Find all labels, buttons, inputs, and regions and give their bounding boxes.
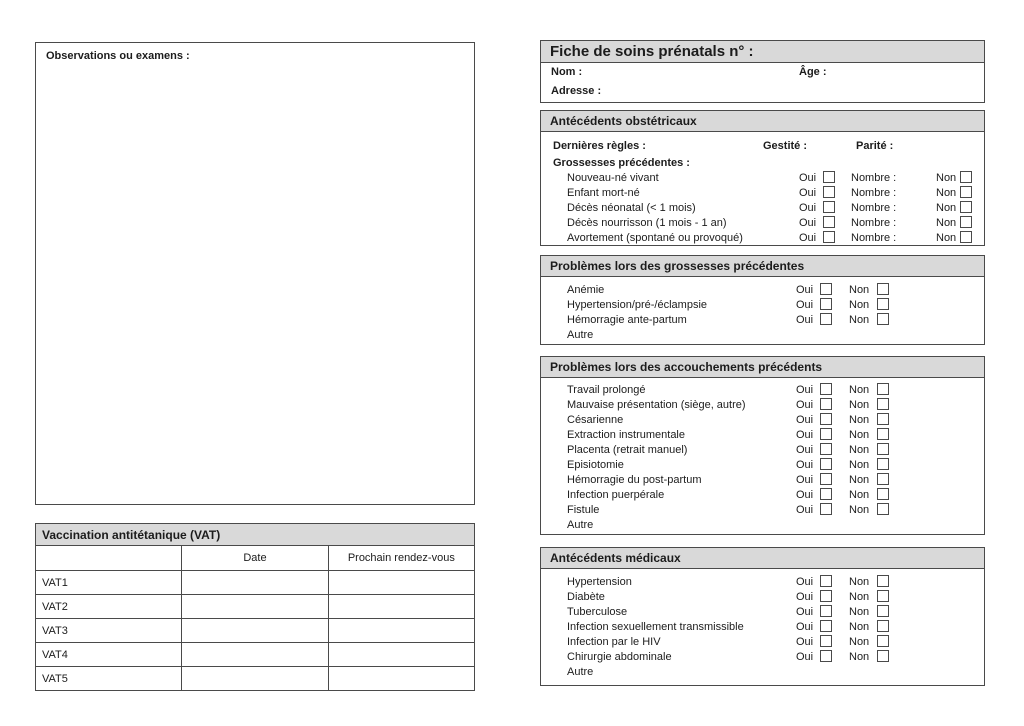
oui-label: Oui — [796, 651, 814, 663]
item-label: Décès néonatal (< 1 mois) — [567, 202, 696, 214]
vat5-date-cell[interactable] — [182, 667, 328, 691]
non-checkbox[interactable] — [877, 473, 889, 485]
item-label: Hypertension — [567, 576, 632, 588]
non-label: Non — [849, 444, 870, 456]
non-checkbox[interactable] — [877, 635, 889, 647]
pregnancy-problems-section — [540, 255, 985, 345]
last-period-label: Dernières règles : — [553, 140, 646, 152]
item-label: Nouveau-né vivant — [567, 172, 659, 184]
vat-table — [35, 523, 475, 691]
vat-col-empty — [36, 546, 182, 571]
non-checkbox[interactable] — [960, 201, 972, 213]
non-checkbox[interactable] — [877, 413, 889, 425]
item-label: Décès nourrisson (1 mois - 1 an) — [567, 217, 727, 229]
oui-label: Oui — [799, 202, 817, 214]
vat4-date-cell[interactable] — [182, 643, 328, 667]
oui-checkbox[interactable] — [820, 503, 832, 515]
observations-box — [35, 42, 475, 505]
oui-checkbox[interactable] — [820, 605, 832, 617]
form-row — [541, 171, 984, 186]
nombre-label: Nombre : — [851, 187, 897, 199]
non-label: Non — [849, 591, 870, 603]
oui-label: Oui — [799, 172, 817, 184]
form-row — [541, 413, 984, 428]
oui-checkbox[interactable] — [820, 443, 832, 455]
non-checkbox[interactable] — [877, 650, 889, 662]
parity-label: Parité : — [856, 140, 894, 152]
nombre-label: Nombre : — [851, 172, 897, 184]
vat5-next-cell[interactable] — [328, 667, 474, 691]
oui-checkbox[interactable] — [823, 201, 835, 213]
oui-label: Oui — [796, 606, 814, 618]
oui-checkbox[interactable] — [820, 298, 832, 310]
form-row — [541, 283, 984, 298]
non-checkbox[interactable] — [877, 575, 889, 587]
item-label: Avortement (spontané ou provoqué) — [567, 232, 743, 244]
obstetric-history-title: Antécédents obstétricaux — [541, 111, 984, 132]
form-row — [541, 488, 984, 503]
vat-col-next-appointment: Prochain rendez-vous — [328, 546, 474, 571]
non-checkbox[interactable] — [877, 458, 889, 470]
non-label: Non — [849, 606, 870, 618]
oui-label: Oui — [799, 187, 817, 199]
obstetric-history-section — [540, 110, 985, 246]
oui-checkbox[interactable] — [820, 313, 832, 325]
non-checkbox[interactable] — [960, 186, 972, 198]
vat-row — [36, 643, 475, 667]
item-label: Extraction instrumentale — [567, 429, 685, 441]
vat-col-date: Date — [182, 546, 328, 571]
oui-label: Oui — [796, 299, 814, 311]
non-checkbox[interactable] — [877, 313, 889, 325]
non-label: Non — [936, 202, 957, 214]
oui-label: Oui — [796, 459, 814, 471]
non-label: Non — [936, 217, 957, 229]
item-label: Travail prolongé — [567, 384, 646, 396]
non-label: Non — [936, 187, 957, 199]
non-checkbox[interactable] — [877, 443, 889, 455]
form-row — [541, 443, 984, 458]
form-row — [541, 590, 984, 605]
address-label: Adresse : — [551, 85, 602, 97]
non-label: Non — [849, 651, 870, 663]
form-row — [541, 428, 984, 443]
oui-label: Oui — [796, 429, 814, 441]
form-row — [541, 620, 984, 635]
oui-label: Oui — [796, 314, 814, 326]
oui-checkbox[interactable] — [820, 283, 832, 295]
item-label: Tuberculose — [567, 606, 628, 618]
item-label: Placenta (retrait manuel) — [567, 444, 688, 456]
age-label: Âge : — [799, 66, 827, 78]
vat3-next-cell[interactable] — [328, 619, 474, 643]
non-label: Non — [936, 232, 957, 244]
non-label: Non — [849, 314, 870, 326]
oui-label: Oui — [796, 474, 814, 486]
oui-checkbox[interactable] — [820, 575, 832, 587]
vat-row-label: VAT5 — [36, 667, 182, 691]
item-label: Enfant mort-né — [567, 187, 640, 199]
non-label: Non — [936, 172, 957, 184]
previous-pregnancies-label: Grossesses précédentes : — [553, 157, 690, 169]
vat2-date-cell[interactable] — [182, 595, 328, 619]
form-row — [541, 313, 984, 328]
oui-label: Oui — [796, 399, 814, 411]
medical-history-section — [540, 547, 985, 686]
form-row — [541, 650, 984, 665]
oui-checkbox[interactable] — [820, 398, 832, 410]
oui-label: Oui — [796, 284, 814, 296]
nombre-label: Nombre : — [851, 217, 897, 229]
vat-row — [36, 619, 475, 643]
vat3-date-cell[interactable] — [182, 619, 328, 643]
other-label: Autre — [567, 519, 594, 531]
oui-checkbox[interactable] — [823, 216, 835, 228]
non-label: Non — [849, 459, 870, 471]
form-row — [541, 575, 984, 590]
oui-checkbox[interactable] — [823, 171, 835, 183]
oui-checkbox[interactable] — [820, 383, 832, 395]
vat-row-label: VAT3 — [36, 619, 182, 643]
oui-checkbox[interactable] — [820, 458, 832, 470]
oui-label: Oui — [796, 414, 814, 426]
vat-row — [36, 571, 475, 595]
oui-checkbox[interactable] — [820, 473, 832, 485]
form-row — [541, 201, 984, 216]
vat-row-label: VAT1 — [36, 571, 182, 595]
non-checkbox[interactable] — [877, 383, 889, 395]
pregnancy-problems-title: Problèmes lors des grossesses précédentes — [541, 256, 984, 277]
vat4-next-cell[interactable] — [328, 643, 474, 667]
other-label: Autre — [567, 329, 594, 341]
form-row — [541, 398, 984, 413]
non-label: Non — [849, 429, 870, 441]
vat-row-label: VAT2 — [36, 595, 182, 619]
non-checkbox[interactable] — [877, 428, 889, 440]
item-label: Césarienne — [567, 414, 624, 426]
item-label: Anémie — [567, 284, 605, 296]
non-checkbox[interactable] — [877, 298, 889, 310]
oui-label: Oui — [796, 504, 814, 516]
nombre-label: Nombre : — [851, 232, 897, 244]
non-label: Non — [849, 504, 870, 516]
oui-checkbox[interactable] — [820, 488, 832, 500]
form-row — [541, 231, 984, 246]
vat-row-label: VAT4 — [36, 643, 182, 667]
vat-header-row — [36, 546, 475, 571]
form-header-box — [540, 40, 985, 103]
oui-label: Oui — [796, 384, 814, 396]
non-checkbox[interactable] — [877, 398, 889, 410]
oui-checkbox[interactable] — [820, 635, 832, 647]
item-label: Infection sexuellement transmissible — [567, 621, 744, 633]
name-label: Nom : — [551, 66, 583, 78]
vat-row — [36, 667, 475, 691]
oui-label: Oui — [796, 489, 814, 501]
non-checkbox[interactable] — [960, 216, 972, 228]
non-label: Non — [849, 414, 870, 426]
non-checkbox[interactable] — [960, 171, 972, 183]
non-label: Non — [849, 399, 870, 411]
vat-row — [36, 595, 475, 619]
form-row — [541, 473, 984, 488]
oui-label: Oui — [799, 232, 817, 244]
item-label: Fistule — [567, 504, 600, 516]
non-label: Non — [849, 489, 870, 501]
oui-checkbox[interactable] — [823, 186, 835, 198]
gestity-label: Gestité : — [763, 140, 808, 152]
non-checkbox[interactable] — [877, 605, 889, 617]
non-label: Non — [849, 284, 870, 296]
item-label: Infection puerpérale — [567, 489, 665, 501]
item-label: Infection par le HIV — [567, 636, 661, 648]
non-checkbox[interactable] — [877, 590, 889, 602]
delivery-problems-section — [540, 356, 985, 535]
delivery-problems-title: Problèmes lors des accouchements précédents — [541, 357, 984, 378]
oui-label: Oui — [796, 621, 814, 633]
oui-checkbox[interactable] — [823, 231, 835, 243]
item-label: Hémorragie du post-partum — [567, 474, 702, 486]
non-checkbox[interactable] — [877, 620, 889, 632]
form-row — [541, 665, 984, 680]
form-row — [541, 635, 984, 650]
item-label: Hypertension/pré-/éclampsie — [567, 299, 708, 311]
oui-label: Oui — [796, 576, 814, 588]
form-row — [541, 518, 984, 533]
non-label: Non — [849, 299, 870, 311]
form-title: Fiche de soins prénatals n° : — [541, 41, 984, 63]
form-row — [541, 503, 984, 518]
non-checkbox[interactable] — [877, 283, 889, 295]
oui-label: Oui — [799, 217, 817, 229]
non-label: Non — [849, 621, 870, 633]
observations-label: Observations ou examens : — [46, 50, 190, 62]
non-label: Non — [849, 576, 870, 588]
oui-checkbox[interactable] — [820, 428, 832, 440]
medical-history-title: Antécédents médicaux — [541, 548, 984, 569]
non-checkbox[interactable] — [960, 231, 972, 243]
oui-checkbox[interactable] — [820, 413, 832, 425]
item-label: Mauvaise présentation (siège, autre) — [567, 399, 746, 411]
form-row — [541, 216, 984, 231]
vat2-next-cell[interactable] — [328, 595, 474, 619]
non-checkbox[interactable] — [877, 503, 889, 515]
oui-label: Oui — [796, 591, 814, 603]
vat1-date-cell[interactable] — [182, 571, 328, 595]
oui-label: Oui — [796, 636, 814, 648]
form-row — [541, 186, 984, 201]
form-row — [541, 458, 984, 473]
item-label: Episiotomie — [567, 459, 624, 471]
vat1-next-cell[interactable] — [328, 571, 474, 595]
item-label: Chirurgie abdominale — [567, 651, 672, 663]
oui-checkbox[interactable] — [820, 590, 832, 602]
form-row — [541, 605, 984, 620]
oui-label: Oui — [796, 444, 814, 456]
item-label: Diabète — [567, 591, 605, 603]
non-label: Non — [849, 384, 870, 396]
form-row — [541, 383, 984, 398]
non-label: Non — [849, 474, 870, 486]
form-row — [541, 298, 984, 313]
nombre-label: Nombre : — [851, 202, 897, 214]
item-label: Hémorragie ante-partum — [567, 314, 687, 326]
vat-title: Vaccination antitétanique (VAT) — [36, 524, 475, 546]
non-label: Non — [849, 636, 870, 648]
other-label: Autre — [567, 666, 594, 678]
oui-checkbox[interactable] — [820, 650, 832, 662]
form-row — [541, 328, 984, 343]
non-checkbox[interactable] — [877, 488, 889, 500]
oui-checkbox[interactable] — [820, 620, 832, 632]
